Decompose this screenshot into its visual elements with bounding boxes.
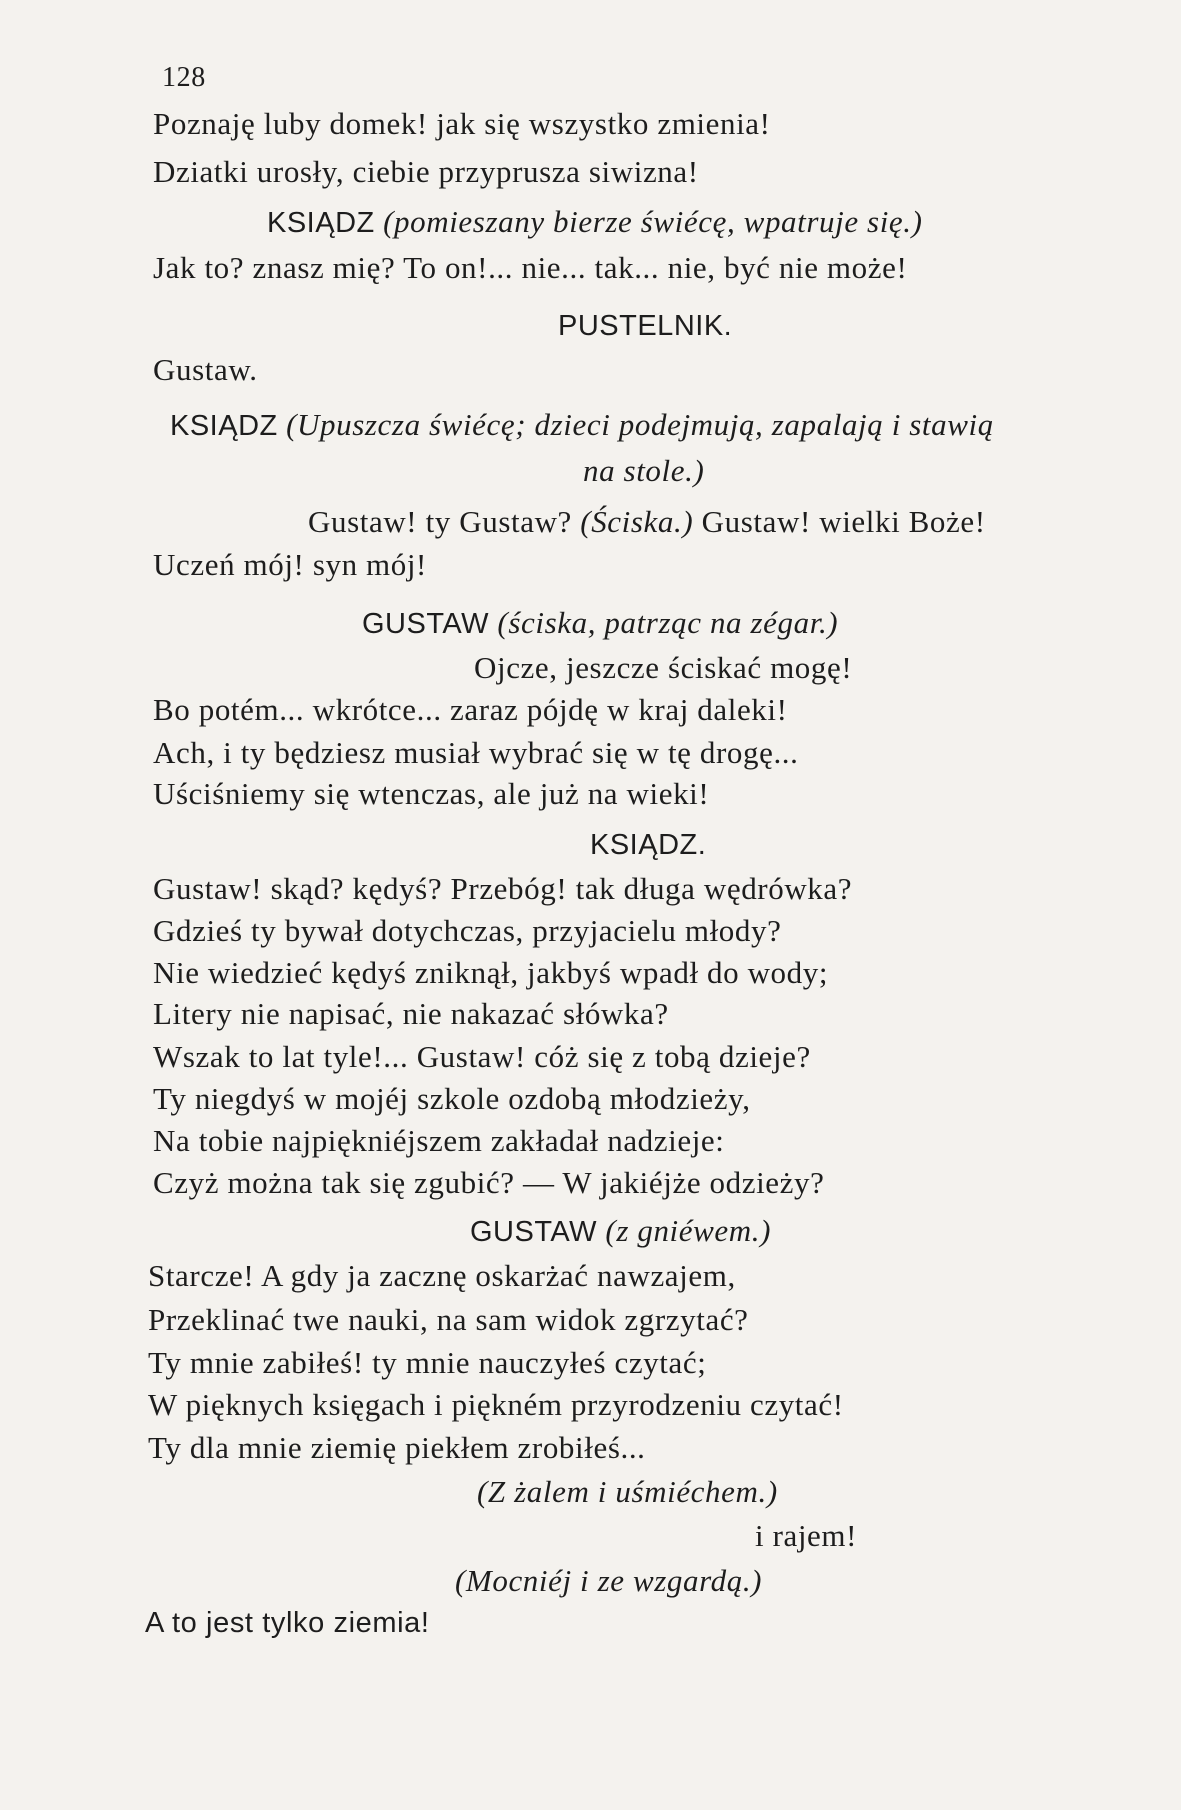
verse-line: i rajem! [755,1518,858,1553]
stage-direction: (z gniéwem.) [605,1213,772,1248]
verse-line: Poznaję luby domek! jak się wszystko zmienia! [153,106,771,141]
verse-line: Ty niegdyś w mojéj szkole ozdobą młodzieży, [153,1081,751,1116]
verse-line: Na tobie najpiękniéjszem zakładał nadzieje: [153,1123,725,1158]
verse-line: Uściśniemy się wtenczas, ale już na wieki! [153,776,710,811]
speaker-name: KSIĄDZ [170,410,278,442]
verse-line: Ty mnie zabiłeś! ty mnie nauczyłeś czytać; [148,1345,707,1380]
verse-line: Gdzieś ty bywał dotychczas, przyjacielu młody? [153,913,782,948]
stage-direction: (pomieszany bierze świécę, wpatruje się.) [383,204,923,239]
speaker-name: GUSTAW [470,1216,598,1248]
speaker-heading [470,1211,771,1252]
verse-text: Gustaw! ty Gustaw? [308,504,572,539]
stage-direction: (Mocniéj i ze wzgardą.) [455,1563,763,1598]
stage-direction: na stole.) [583,453,705,488]
speaker-heading [362,603,838,644]
stage-direction: (Ściska.) [580,504,694,539]
verse-line: Gustaw! skąd? kędyś? Przebóg! tak długa wędrówka? [153,871,853,906]
verse-line: Jak to? znasz mię? To on!... nie... tak... nie, być nie może! [153,250,908,285]
verse-line: Gustaw. [153,352,258,387]
verse-line: A to jest tylko ziemia! [145,1607,430,1639]
verse-line: Wszak to lat tyle!... Gustaw! cóż się z tobą dzieje? [153,1039,811,1074]
verse-line: W pięknych księgach i piękném przyrodzeniu czytać! [148,1387,844,1422]
verse-line: Przeklinać twe nauki, na sam widok zgrzytać? [148,1302,749,1337]
verse-text: Gustaw! wielki Boże! [701,504,986,539]
stage-direction: (Z żalem i uśmiéchem.) [477,1474,778,1509]
speaker-heading [267,202,923,243]
page-number: 128 [162,62,206,93]
verse-line: Ojcze, jeszcze ściskać mogę! [474,650,853,685]
verse-line: Bo potém... wkrótce... zaraz pójdę w kraj daleki! [153,692,788,727]
speaker-heading [170,405,994,446]
verse-line: Ty dla mnie ziemię piekłem zrobiłeś... [148,1430,646,1465]
stage-direction: (Upuszcza świécę; dzieci podejmują, zapalają i stawią [286,407,994,442]
verse-line: Czyż można tak się zgubić? — W jakiéjże odzieży? [153,1165,825,1200]
speaker-name: KSIĄDZ. [590,829,707,861]
speaker-name: PUSTELNIK. [558,310,733,342]
verse-line [308,502,986,542]
verse-line: Starcze! A gdy ja zacznę oskarżać nawzajem, [148,1258,736,1293]
verse-line: Uczeń mój! syn mój! [153,547,427,582]
speaker-name: GUSTAW [362,608,490,640]
verse-line: Litery nie napisać, nie nakazać słówka? [153,996,669,1031]
verse-line: Ach, i ty będziesz musiał wybrać się w tę drogę... [153,735,799,770]
verse-line: Dziatki urosły, ciebie przyprusza siwizna! [153,154,699,189]
speaker-name: KSIĄDZ [267,207,375,239]
stage-direction: (ściska, patrząc na zégar.) [497,605,839,640]
verse-line: Nie wiedzieć kędyś zniknął, jakbyś wpadł do wody; [153,955,829,990]
